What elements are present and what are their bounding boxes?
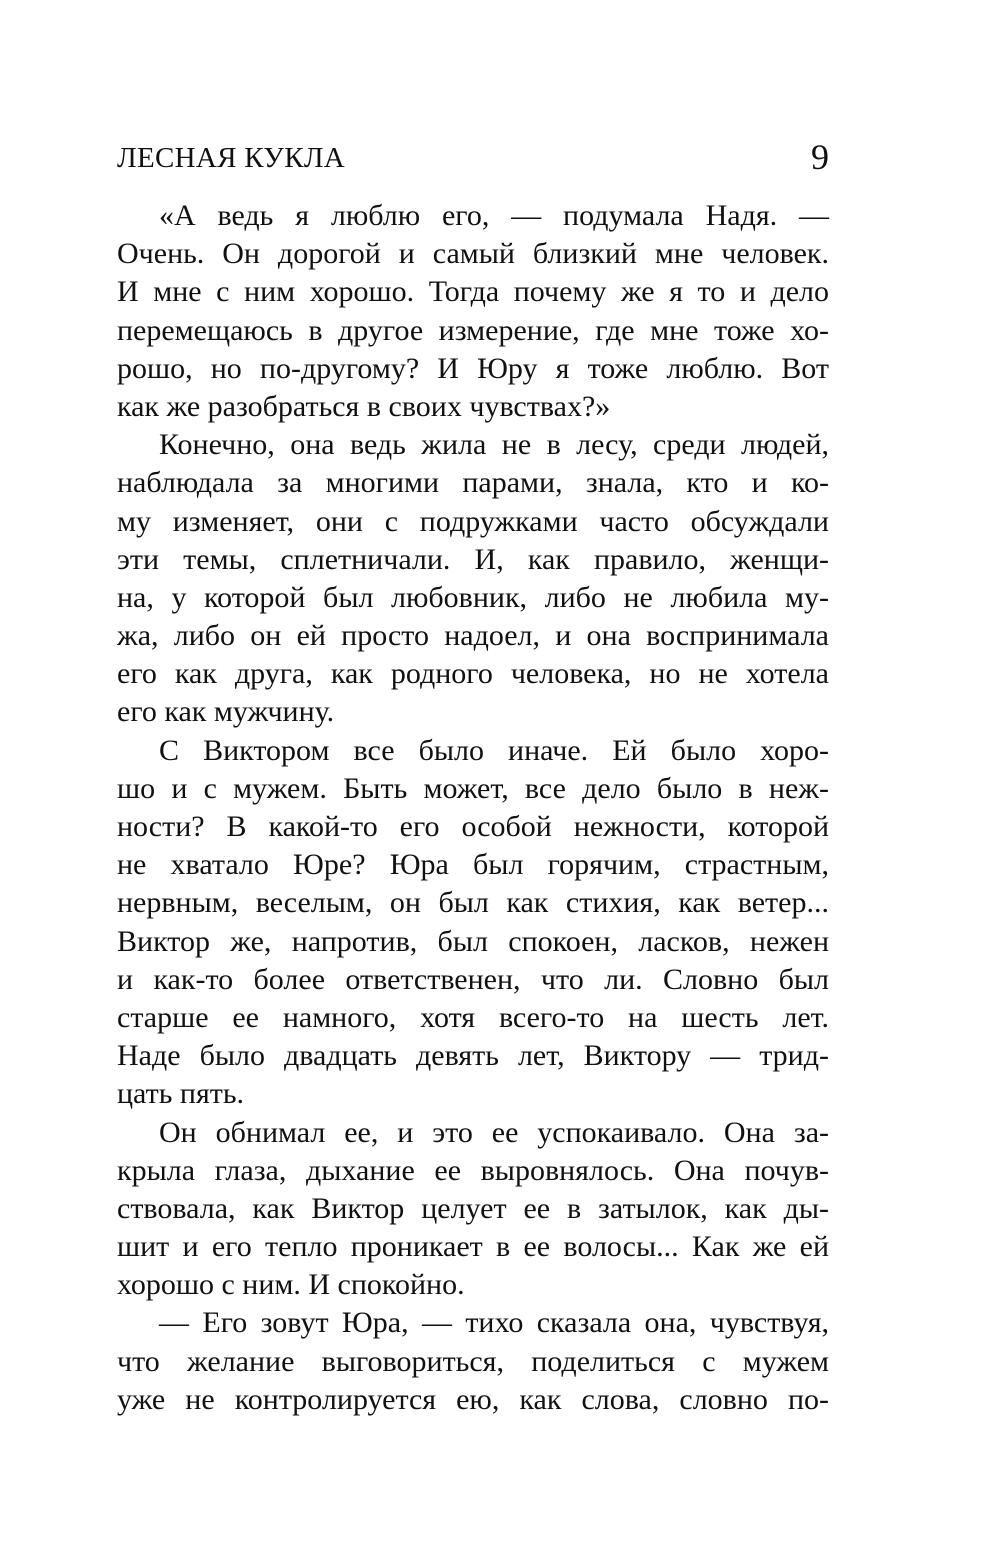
text-line: эти темы, сплетничали. И, как правило, женщи- bbox=[117, 542, 829, 576]
text-line: не хватало Юре? Юра был горячим, страстным, bbox=[117, 848, 829, 882]
text-line: Конечно, она ведь жила не в лесу, среди людей, bbox=[159, 428, 829, 462]
text-line: Наде было двадцать девять лет, Виктору — трид- bbox=[117, 1039, 829, 1073]
text-line: цать пять. bbox=[117, 1077, 245, 1111]
text-line: что желание выговориться, поделиться с мужем bbox=[117, 1344, 829, 1378]
text-line: на, у которой был любовник, либо не любила му- bbox=[117, 580, 829, 614]
text-line: уже не контролируется ею, как слова, словно по- bbox=[117, 1382, 829, 1416]
text-line: Виктор же, напротив, был спокоен, ласков, нежен bbox=[117, 924, 829, 958]
running-header bbox=[117, 138, 829, 182]
page-number: 9 bbox=[811, 137, 829, 177]
text-line: хорошо с ним. И спокойно. bbox=[117, 1268, 465, 1302]
text-line: нервным, веселым, он был как стихия, как ветер... bbox=[117, 886, 829, 920]
text-line: шит и его тепло проникает в ее волосы... Как же ей bbox=[117, 1230, 829, 1264]
text-line: му изменяет, они с подружками часто обсуждали bbox=[117, 504, 829, 538]
text-line: старше ее намного, хотя всего-то на шесть лет. bbox=[117, 1000, 829, 1034]
text-line: и как-то более ответственен, что ли. Словно был bbox=[117, 962, 829, 996]
text-line: жа, либо он ей просто надоел, и она воспринимала bbox=[117, 619, 829, 653]
text-line: Очень. Он дорогой и самый близкий мне человек. bbox=[117, 237, 829, 271]
running-title: ЛЕСНАЯ КУКЛА bbox=[117, 142, 346, 174]
text-line: С Виктором все было иначе. Ей было хоро- bbox=[159, 733, 829, 767]
body-text bbox=[117, 197, 829, 1419]
text-line: Он обнимал ее, и это ее успокаивало. Она за- bbox=[159, 1115, 829, 1149]
text-line: рошо, но по-другому? И Юру я тоже люблю. Вот bbox=[117, 351, 829, 385]
text-line: ности? В какой-то его особой нежности, которой bbox=[117, 810, 829, 843]
text-line: — Его зовут Юра, — тихо сказала она, чувствуя, bbox=[159, 1306, 829, 1340]
text-line: как же разобраться в своих чувствах?» bbox=[117, 389, 611, 423]
text-line: его как мужчину. bbox=[117, 695, 335, 729]
text-line: его как друга, как родного человека, но не хотела bbox=[117, 657, 829, 691]
text-line: ствовала, как Виктор целует ее в затылок, как ды- bbox=[117, 1191, 829, 1225]
text-line: шо и с мужем. Быть может, все дело было в неж- bbox=[117, 771, 829, 805]
text-line: «А ведь я люблю его, — подумала Надя. — bbox=[159, 199, 829, 232]
text-line: И мне с ним хорошо. Тогда почему же я то и дело bbox=[117, 275, 829, 309]
text-line: наблюдала за многими парами, знала, кто и ко- bbox=[117, 466, 829, 500]
text-line: перемещаюсь в другое измерение, где мне тоже хо- bbox=[117, 313, 829, 347]
text-line: крыла глаза, дыхание ее выровнялось. Она почув- bbox=[117, 1153, 829, 1187]
